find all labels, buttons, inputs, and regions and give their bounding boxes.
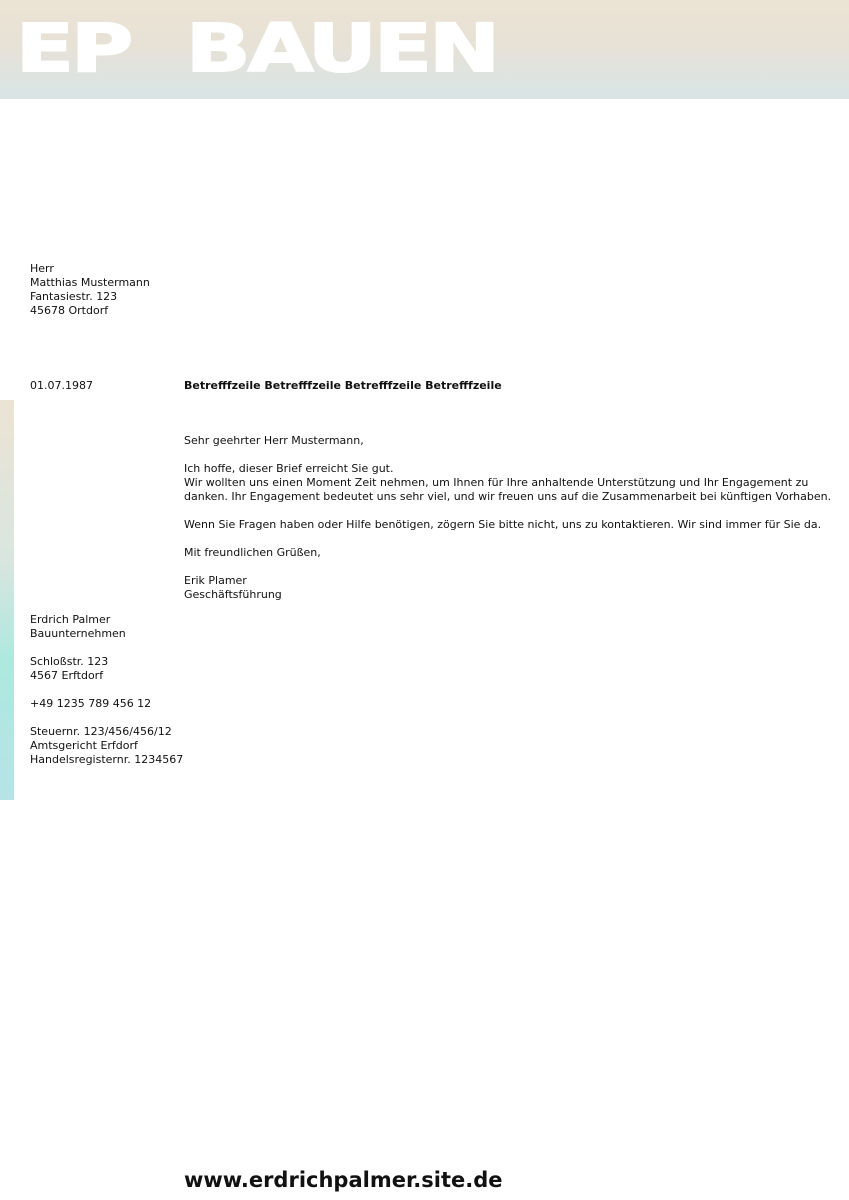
recipient-address [30, 262, 150, 318]
logo-bauen: BAUEN [186, 10, 498, 87]
header-band [0, 0, 849, 99]
greeting: Sehr geehrter Herr Mustermann, [184, 434, 364, 447]
signer-title: Geschäftsführung [184, 588, 282, 601]
sender-company: Bauunternehmen [30, 627, 126, 640]
footer-website-url: www.erdrichpalmer.site.de [184, 1168, 503, 1192]
sender-phone: +49 1235 789 456 12 [30, 697, 152, 710]
sender-court: Amtsgericht Erfdorf [30, 739, 138, 752]
sender-register: Handelsregisternr. 1234567 [30, 753, 184, 766]
closing: Mit freundlichen Grüßen, [184, 546, 321, 559]
paragraph-2: Wenn Sie Fragen haben oder Hilfe benötigen, zögern Sie bitte nicht, uns zu kontaktieren. Wir sind immer für Sie da. [184, 518, 822, 531]
paragraph-1-line-1: Ich hoffe, dieser Brief erreicht Sie gut. [184, 462, 394, 475]
sender-city: 4567 Erftdorf [30, 669, 104, 682]
paragraph-1-line-2: Wir wollten uns einen Moment Zeit nehmen, um Ihnen für Ihre anhaltende Unterstützung und Ihr Engagement zu [184, 476, 809, 489]
signer-name: Erik Plamer [184, 574, 247, 587]
paragraph-1 [184, 462, 832, 504]
recipient-street: Fantasiestr. 123 [30, 290, 118, 303]
recipient-city: 45678 Ortdorf [30, 304, 109, 317]
paragraph-1-line-3: danken. Ihr Engagement bedeutet uns sehr viel, und wir freuen uns auf die Zusammenarbeit bei künftigen Vorhaben. [184, 490, 832, 503]
logo-ep: EP [16, 10, 131, 87]
letter-body [184, 434, 832, 616]
sender-tax-number: Steuernr. 123/456/456/12 [30, 725, 172, 738]
subject-line: Betrefffzeile Betrefffzeile Betrefffzeile Betrefffzeile [184, 379, 502, 392]
sender-name: Erdrich Palmer [30, 613, 111, 626]
sender-street: Schloßstr. 123 [30, 655, 109, 668]
recipient-salutation: Herr [30, 262, 54, 275]
sender-info [30, 613, 183, 767]
signature [184, 574, 824, 602]
letter-date: 01.07.1987 [30, 379, 93, 392]
side-color-strip [0, 400, 14, 800]
recipient-name: Matthias Mustermann [30, 276, 150, 289]
